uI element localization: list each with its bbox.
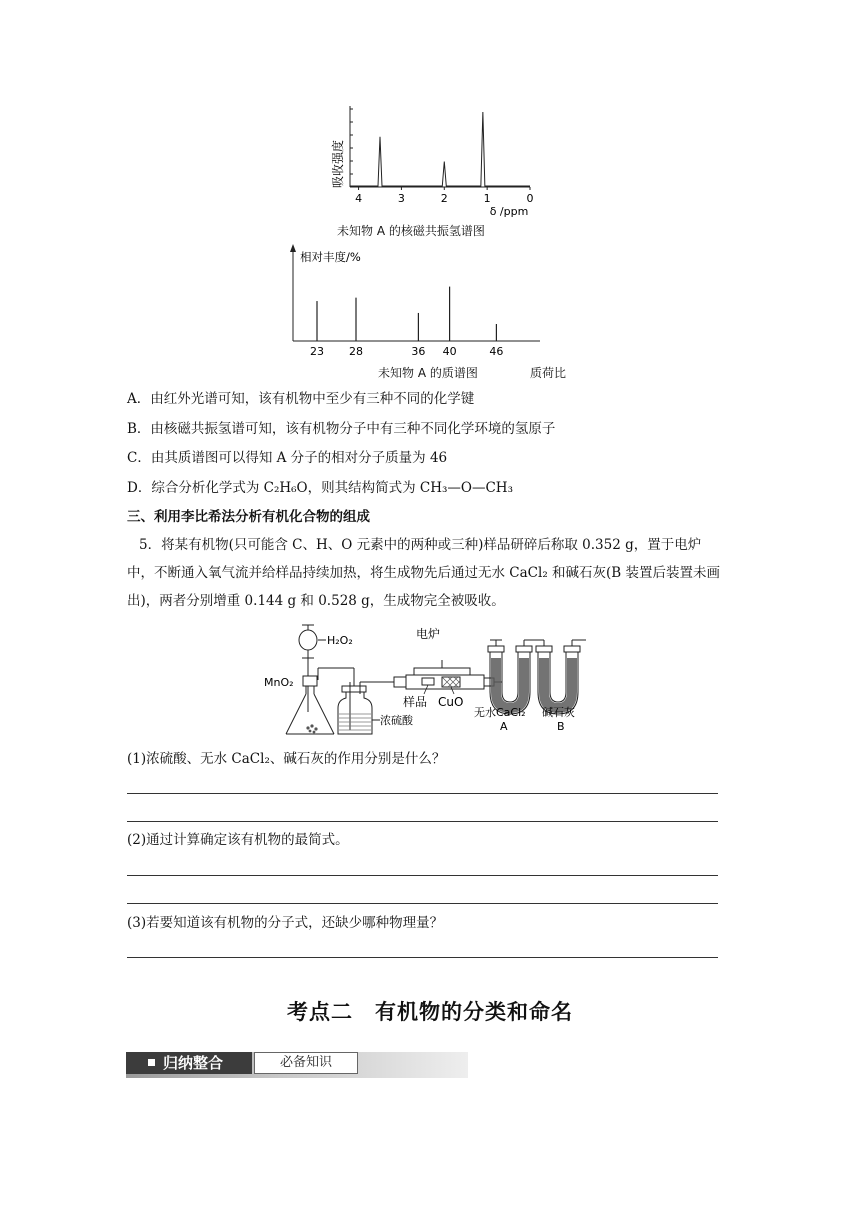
sample-label: 样品 [403,695,428,709]
banner-square-icon [148,1059,155,1066]
liebig-apparatus-diagram [262,622,602,740]
nmr-spectrum-chart [325,100,540,220]
question-5-text: 5．将某有机物(只可能含 C、H、O 元素中的两种或三种)样品研碎后称取 0.352 g，置于电炉中，不断通入氧气流并给样品持续加热，将生成物先后通过无水 CaCl₂ 和碱石灰(B 装置后装置未画出)，两者分别增重 0.144 g 和 0.528 g，生成物完全被吸收。 [127,537,720,609]
mass-spectrum-chart [284,244,584,362]
ms-x-tick-label: 36 [411,345,426,358]
question-5-1: (1)浓硫酸、无水 CaCl₂、碱石灰的作用分别是什么？ [127,751,446,767]
nmr-x-tick-label: 4 [355,192,363,205]
h2o2-label: H₂O₂ [327,634,353,647]
ms-x-tick-label: 23 [310,345,324,358]
nmr-ylabel: 吸收强度 [331,139,345,189]
ms-ylabel: 相对丰度/% [300,250,361,264]
ms-caption: 未知物 A 的质谱图 [378,366,478,380]
answer-line-1a[interactable] [127,793,718,794]
mno2-label: MnO₂ [264,676,294,689]
banner-right-block [254,1052,358,1074]
option-a: A．由红外光谱可知，该有机物中至少有三种不同的化学键 [127,391,475,407]
answer-line-3a[interactable] [127,957,718,958]
cacl2-fill [491,658,529,713]
nmr-caption: 未知物 A 的核磁共振氢谱图 [337,224,485,238]
mno2-particles [306,724,317,733]
option-b: B．由核磁共振氢谱可知，该有机物分子中有三种不同化学环境的氢原子 [127,421,556,437]
nmr-x-tick-label: 2 [440,192,448,205]
banner-left-block [126,1052,252,1074]
nmr-spectrum-trace [350,112,530,186]
answer-line-1b[interactable] [127,821,718,822]
question-5-3: (3)若要知道该有机物的分子式，还缺少哪种物理量？ [127,915,444,931]
acid-label: 浓硫酸 [380,714,413,727]
acid-liquid [339,714,371,730]
answer-line-2b[interactable] [127,903,718,904]
answer-line-2a[interactable] [127,875,718,876]
banner-left-text: 归纳整合 [163,1054,224,1072]
ms-x-tick-label: 40 [442,345,457,358]
connector-tubes [490,640,586,646]
electric-furnace [414,660,470,675]
section-heading: 考点二 有机物的分类和命名 [287,1000,573,1024]
conical-flask [286,668,354,734]
banner-right-text: 必备知识 [279,1055,332,1070]
cuo-label: CuO [438,695,464,709]
soda-lime-fill [539,658,577,713]
section-3-title: 三、利用李比希法分析有机化合物的组成 [127,509,370,525]
ms-x-tick-label: 28 [349,345,363,358]
option-d: D．综合分析化学式为 C₂H₆O，则其结构简式为 CH₃—O—CH₃ [127,480,513,496]
soda-lime-label: 碱石灰 [542,706,575,719]
option-c: C．由其质谱图可以得知 A 分子的相对分子质量为 46 [127,450,448,466]
question-5-2: (2)通过计算确定该有机物的最简式。 [127,832,349,848]
tube-b-label: B [557,720,565,733]
ms-x-tick-label: 46 [489,345,504,358]
ms-y-arrow [290,244,296,252]
tube-a-label: A [500,720,508,733]
nmr-x-tick-label: 0 [526,192,534,205]
cacl2-label: 无水CaCl₂ [474,706,526,719]
ms-xlabel: 质荷比 [530,366,567,380]
cuo-packing [442,677,460,687]
nmr-x-tick-label: 1 [483,192,491,205]
furnace-label: 电炉 [416,627,441,641]
knowledge-banner [126,1052,468,1078]
sample-boat [422,678,434,685]
nmr-x-tick-label: 3 [397,192,405,205]
nmr-xunit: δ /ppm [489,205,529,218]
